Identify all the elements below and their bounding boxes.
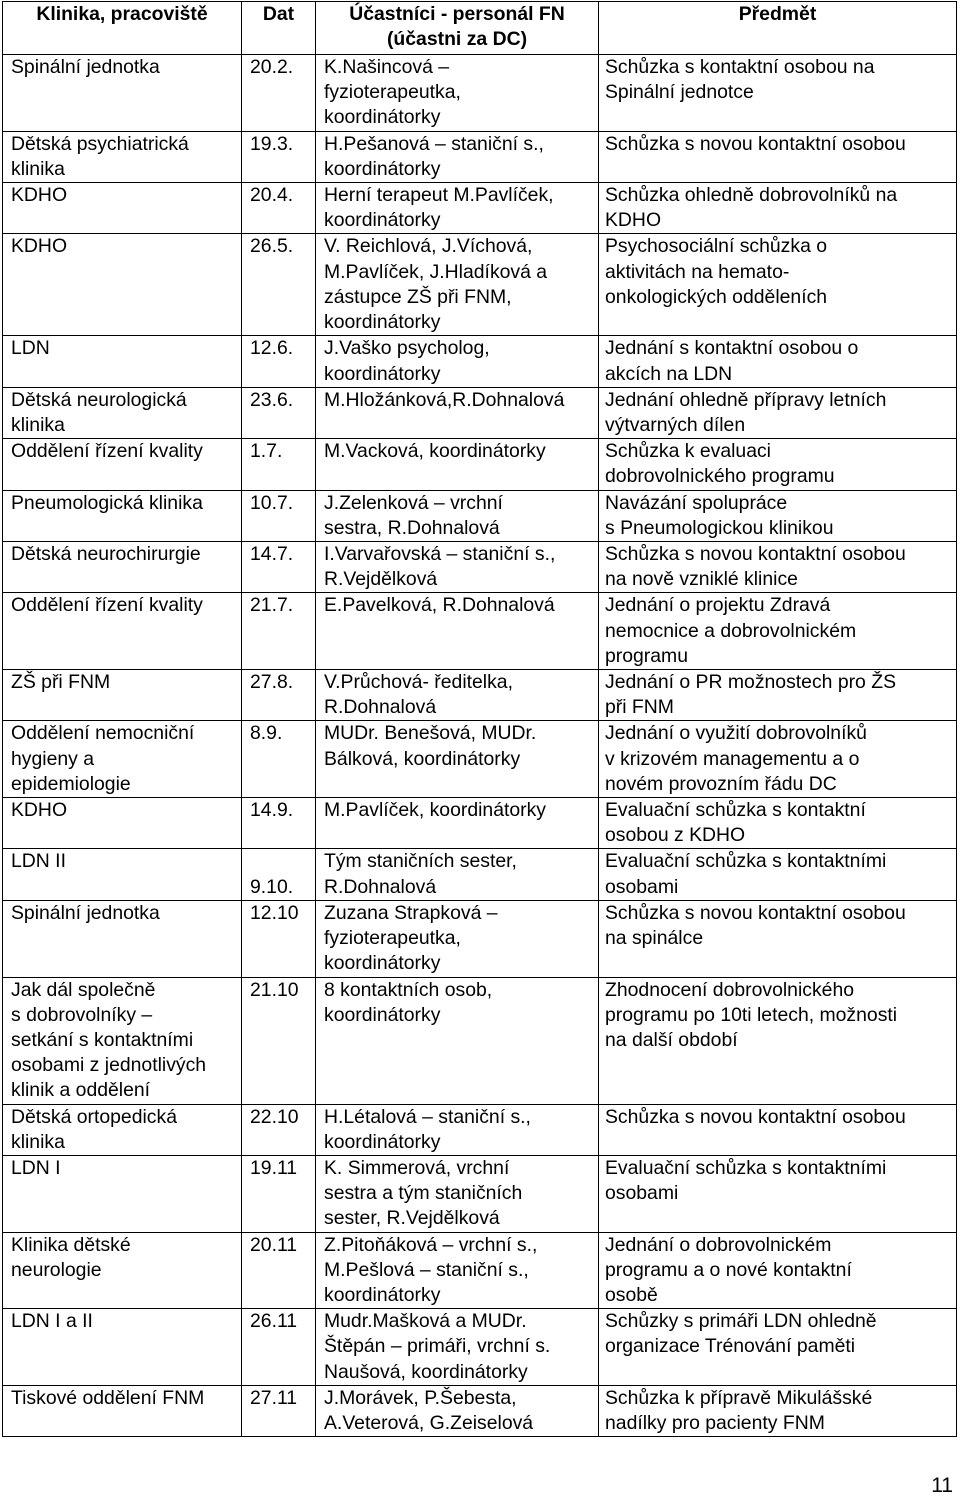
cell-date: 14.9. — [242, 798, 316, 849]
meetings-table — [2, 1, 957, 1437]
table-row — [3, 900, 957, 977]
cell-date: 21.10 — [242, 977, 316, 1104]
cell-participants: E.Pavelková, R.Dohnalová — [316, 593, 599, 670]
table-row — [3, 183, 957, 234]
table-row — [3, 798, 957, 849]
header-subject: Předmět — [599, 2, 957, 55]
cell-subject: Schůzka s novou kontaktní osobou na nově vzniklé klinice — [599, 542, 957, 593]
cell-subject: Jednání o PR možnostech pro ŽS při FNM — [599, 670, 957, 721]
cell-date: 20.2. — [242, 55, 316, 132]
cell-subject: Jednání o využití dobrovolníků v krizovém managementu a o novém provozním řádu DC — [599, 721, 957, 798]
cell-date: 22.10 — [242, 1104, 316, 1155]
cell-clinic: Klinika dětské neurologie — [3, 1232, 242, 1309]
cell-date: 23.6. — [242, 387, 316, 438]
table-row — [3, 542, 957, 593]
cell-subject: Schůzka s novou kontaktní osobou — [599, 131, 957, 182]
cell-participants: M.Pavlíček, koordinátorky — [316, 798, 599, 849]
table-row — [3, 721, 957, 798]
cell-date: 19.3. — [242, 131, 316, 182]
cell-date: 8.9. — [242, 721, 316, 798]
cell-participants: 8 kontaktních osob, koordinátorky — [316, 977, 599, 1104]
cell-subject: Schůzka s kontaktní osobou na Spinální jednotce — [599, 55, 957, 132]
cell-clinic: Dětská ortopedická klinika — [3, 1104, 242, 1155]
cell-date: 12.6. — [242, 336, 316, 387]
table-row — [3, 490, 957, 541]
table-row — [3, 55, 957, 132]
cell-clinic: KDHO — [3, 183, 242, 234]
cell-subject: Psychosociální schůzka o aktivitách na hemato- onkologických odděleních — [599, 234, 957, 336]
cell-participants: J.Zelenková – vrchní sestra, R.Dohnalová — [316, 490, 599, 541]
cell-subject: Schůzka s novou kontaktní osobou na spinálce — [599, 900, 957, 977]
cell-participants: Z.Pitoňáková – vrchní s., M.Pešlová – staniční s., koordinátorky — [316, 1232, 599, 1309]
cell-subject: Evaluační schůzka s kontaktními osobami — [599, 1155, 957, 1232]
table-header-row — [3, 2, 957, 55]
cell-clinic: Pneumologická klinika — [3, 490, 242, 541]
table-row — [3, 1104, 957, 1155]
cell-date: 1.7. — [242, 439, 316, 490]
cell-clinic: Oddělení řízení kvality — [3, 593, 242, 670]
cell-clinic: Spinální jednotka — [3, 55, 242, 132]
table-row — [3, 131, 957, 182]
cell-participants: K.Našincová – fyzioterapeutka, koordinátorky — [316, 55, 599, 132]
cell-participants: K. Simmerová, vrchní sestra a tým staničních sester, R.Vejdělková — [316, 1155, 599, 1232]
cell-subject: Evaluační schůzka s kontaktní osobou z KDHO — [599, 798, 957, 849]
cell-date: 27.11 — [242, 1385, 316, 1436]
cell-participants: M.Vacková, koordinátorky — [316, 439, 599, 490]
header-clinic: Klinika, pracoviště — [3, 2, 242, 55]
cell-clinic: Oddělení řízení kvality — [3, 439, 242, 490]
cell-subject: Schůzka k evaluaci dobrovolnického programu — [599, 439, 957, 490]
cell-clinic: LDN I — [3, 1155, 242, 1232]
cell-participants: H.Pešanová – staniční s., koordinátorky — [316, 131, 599, 182]
table-row — [3, 387, 957, 438]
cell-participants: H.Létalová – staniční s., koordinátorky — [316, 1104, 599, 1155]
cell-participants: Mudr.Mašková a MUDr. Štěpán – primáři, vrchní s. Naušová, koordinátorky — [316, 1309, 599, 1386]
cell-subject: Jednání o dobrovolnickém programu a o nové kontaktní osobě — [599, 1232, 957, 1309]
table-row — [3, 234, 957, 336]
table-row — [3, 977, 957, 1104]
cell-clinic: Spinální jednotka — [3, 900, 242, 977]
cell-date: 20.11 — [242, 1232, 316, 1309]
table-row — [3, 849, 957, 900]
cell-date: 21.7. — [242, 593, 316, 670]
cell-date: 9.10. — [242, 849, 316, 900]
cell-clinic: ZŠ při FNM — [3, 670, 242, 721]
cell-date: 26.11 — [242, 1309, 316, 1386]
cell-participants: Zuzana Strapková – fyzioterapeutka, koordinátorky — [316, 900, 599, 977]
cell-participants: V. Reichlová, J.Víchová, M.Pavlíček, J.Hladíková a zástupce ZŠ při FNM, koordinátorky — [316, 234, 599, 336]
cell-clinic: KDHO — [3, 798, 242, 849]
cell-clinic: LDN I a II — [3, 1309, 242, 1386]
cell-subject: Jednání o projektu Zdravá nemocnice a dobrovolnickém programu — [599, 593, 957, 670]
cell-date: 20.4. — [242, 183, 316, 234]
cell-participants: M.Hložánková,R.Dohnalová — [316, 387, 599, 438]
cell-clinic: Oddělení nemocniční hygieny a epidemiologie — [3, 721, 242, 798]
cell-participants: J.Vaško psycholog, koordinátorky — [316, 336, 599, 387]
cell-subject: Jednání s kontaktní osobou o akcích na LDN — [599, 336, 957, 387]
cell-date: 26.5. — [242, 234, 316, 336]
cell-clinic: LDN — [3, 336, 242, 387]
cell-clinic: Dětská neurologická klinika — [3, 387, 242, 438]
cell-clinic: Jak dál společně s dobrovolníky – setkání s kontaktními osobami z jednotlivých klinik a oddělení — [3, 977, 242, 1104]
cell-participants: MUDr. Benešová, MUDr. Bálková, koordinátorky — [316, 721, 599, 798]
cell-subject: Schůzka ohledně dobrovolníků na KDHO — [599, 183, 957, 234]
cell-date: 27.8. — [242, 670, 316, 721]
cell-clinic: LDN II — [3, 849, 242, 900]
cell-subject: Schůzka s novou kontaktní osobou — [599, 1104, 957, 1155]
cell-clinic: Dětská neurochirurgie — [3, 542, 242, 593]
table-row — [3, 336, 957, 387]
header-date: Dat — [242, 2, 316, 55]
cell-clinic: KDHO — [3, 234, 242, 336]
table-row — [3, 439, 957, 490]
cell-subject: Zhodnocení dobrovolnického programu po 10ti letech, možnosti na další období — [599, 977, 957, 1104]
cell-date: 12.10 — [242, 900, 316, 977]
cell-participants: J.Morávek, P.Šebesta, A.Veterová, G.Zeiselová — [316, 1385, 599, 1436]
cell-participants: Tým staničních sester, R.Dohnalová — [316, 849, 599, 900]
cell-participants: I.Varvařovská – staniční s., R.Vejdělková — [316, 542, 599, 593]
table-row — [3, 1232, 957, 1309]
cell-participants: V.Průchová- ředitelka, R.Dohnalová — [316, 670, 599, 721]
cell-clinic: Dětská psychiatrická klinika — [3, 131, 242, 182]
cell-participants: Herní terapeut M.Pavlíček, koordinátorky — [316, 183, 599, 234]
cell-subject: Schůzky s primáři LDN ohledně organizace Trénování paměti — [599, 1309, 957, 1386]
table-row — [3, 1155, 957, 1232]
table-row — [3, 1309, 957, 1386]
table-row — [3, 670, 957, 721]
cell-date: 10.7. — [242, 490, 316, 541]
cell-subject: Schůzka k přípravě Mikulášské nadílky pro pacienty FNM — [599, 1385, 957, 1436]
cell-date: 19.11 — [242, 1155, 316, 1232]
header-participants: Účastníci - personál FN (účastni za DC) — [316, 2, 599, 55]
cell-date: 14.7. — [242, 542, 316, 593]
table-body — [3, 55, 957, 1437]
cell-subject: Jednání ohledně přípravy letních výtvarných dílen — [599, 387, 957, 438]
cell-subject: Navázání spolupráce s Pneumologickou klinikou — [599, 490, 957, 541]
table-row — [3, 593, 957, 670]
cell-subject: Evaluační schůzka s kontaktními osobami — [599, 849, 957, 900]
page-number: 11 — [931, 1474, 953, 1497]
table-row — [3, 1385, 957, 1436]
cell-clinic: Tiskové oddělení FNM — [3, 1385, 242, 1436]
